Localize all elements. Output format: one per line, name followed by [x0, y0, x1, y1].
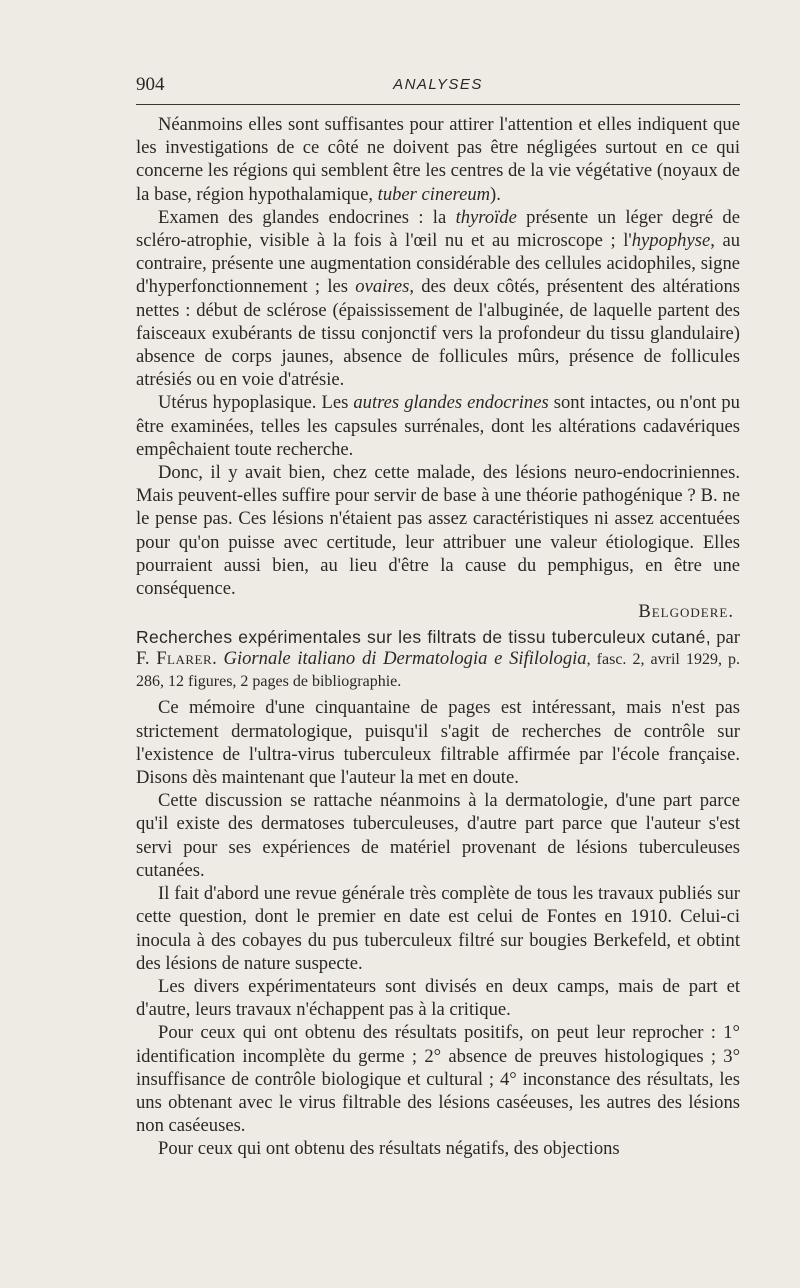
article-title: Recherches expérimentales sur les filtrats de tissu tuberculeux cutané,: [136, 627, 711, 648]
paragraph-9: Pour ceux qui ont obtenu des résultats positifs, on peut leur reprocher : 1° identification incomplète du germe ; 2° absence de preuves histologiques ; 3° insuffisance de contrôle biologique et cultural ; 4° inconstance des résultats, les uns obtenant avec le virus filtrable des lésions caséeuses, les autres des lésions non caséeuses.: [136, 1022, 740, 1137]
paragraph-2: Examen des glandes endocrines : la thyroïde présente un léger degré de scléro-atrophie, visible à la fois à l'œil nu et au microscope ; l'hypophyse, au contraire, présente une augmentation considérable des cellules acidophiles, signe d'hyperfonctionnement ; les ovaires, des deux côtés, présentent des altérations nettes : début de sclérose (épaississement de l'albuginée, de laquelle partent des faisceaux exubérants de tissu conjonctif vers la profondeur du tissu glandulaire) absence de corps jaunes, absence de follicules mûrs, présence de follicules atrésiés ou en voie d'atrésie.: [136, 206, 740, 391]
paragraph-4: Donc, il y avait bien, chez cette malade, des lésions neuro-endocriniennes. Mais peuvent-elles suffire pour servir de base à une théorie pathogénique ? B. ne le pense pas. Ces lésions n'étaient pas assez caractéristiques ni assez accentuées pour qu'on puisse avec certitude, leur attribuer une valeur étiologique. Elles pourraient aussi bien, au lieu d'être la cause du pemphigus, en être une conséquence.: [136, 462, 740, 600]
article-heading: Recherches expérimentales sur les filtrats de tissu tuberculeux cutané, par F. Flarer. Giornale italiano di Dermatologia e Sifilologia, fasc. 2, avril 1929, p. 286, 12 figures, 2 pages de bibliographie.: [136, 627, 740, 691]
paragraph-10: Pour ceux qui ont obtenu des résultats négatifs, des objections: [158, 1138, 620, 1160]
signature: Belgodere.: [638, 601, 734, 623]
article-author: Flarer: [156, 648, 213, 670]
paragraph-3: Utérus hypoplasique. Les autres glandes endocrines sont intactes, ou n'ont pu être examinées, telles les capsules surrénales, dont les altérations cadavériques empêchaient toute recherche.: [136, 392, 740, 460]
page-header: [136, 74, 740, 96]
header-rule: [136, 104, 740, 105]
article-reference: , fasc. 2, avril 1929, p. 286, 12 figures, 2 pages de bibliographie.: [136, 651, 740, 691]
paragraph-8: Les divers expérimentateurs sont divisés en deux camps, mais de part et d'autre, leurs travaux n'échappent pas à la critique.: [136, 975, 740, 1021]
page-number: 904: [136, 74, 165, 95]
page-body: [136, 113, 740, 1161]
paragraph-6: Cette discussion se rattache néanmoins à la dermatologie, d'une part parce qu'il existe des dermatoses tuberculeuses, d'autre part parce que l'auteur s'est servi pour ses expériences de matériel provenant de lésions tuberculeuses cutanées.: [136, 790, 740, 881]
paragraph-7: Il fait d'abord une revue générale très complète de tous les travaux publiés sur cette question, dont le premier en date est celui de Fontes en 1910. Celui-ci inocula à des cobayes du pus tuberculeux filtré sur bougies Berkefeld, et obtint des lésions de nature suspecte.: [136, 883, 740, 974]
running-title: ANALYSES: [393, 76, 483, 93]
paragraph-5: Ce mémoire d'une cinquantaine de pages est intéressant, mais n'est pas strictement dermatologique, puisqu'il s'agit de recherches de contrôle sur l'existence de l'ultra-virus tuberculeux filtrable affirmée par l'école française. Disons dès maintenant que l'auteur la met en doute.: [136, 697, 740, 789]
article-journal: Giornale italiano di Dermatologia e Sifilologia: [223, 648, 587, 670]
paragraph-1: Néanmoins elles sont suffisantes pour attirer l'attention et elles indiquent que les investigations de ce côté ne doivent pas être négligées surtout en ce qui concerne les régions qui semblent être les centres de la vie végétative (noyaux de la base, région hypothalamique, tuber cinereum).: [136, 114, 740, 205]
